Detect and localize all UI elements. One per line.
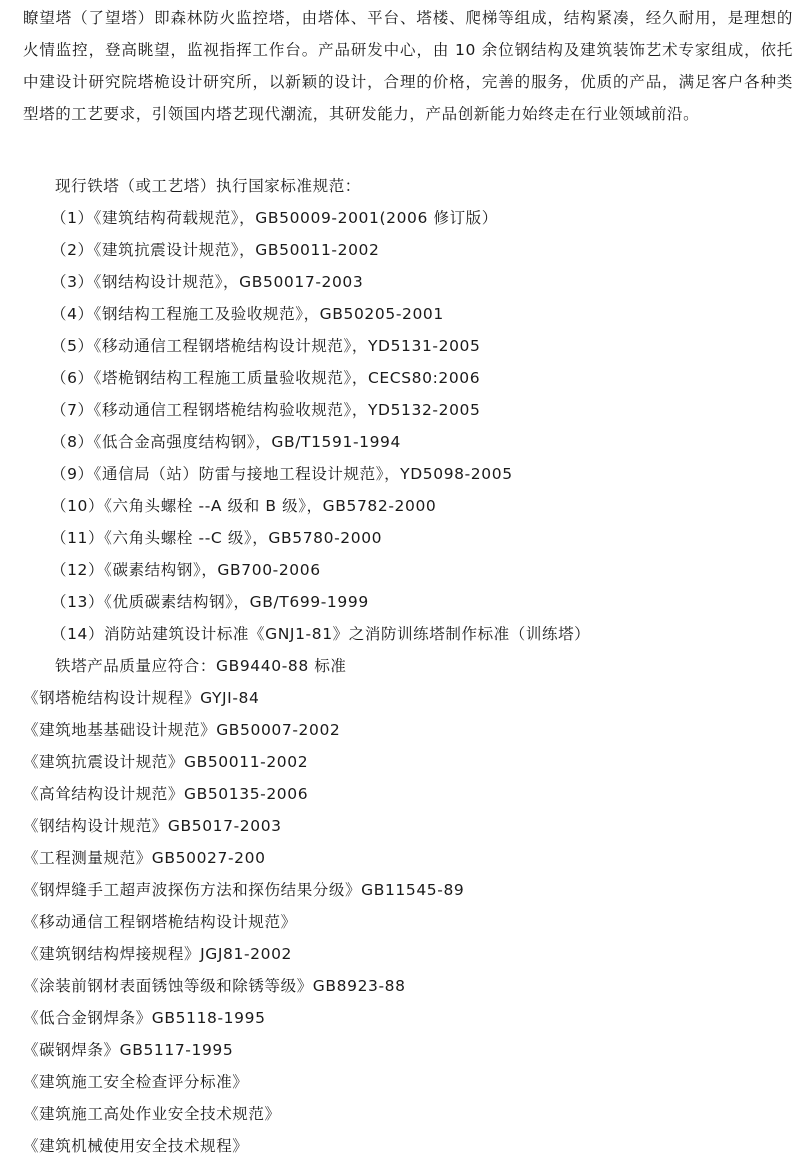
list-item: 《高耸结构设计规范》GB50135-2006 — [23, 785, 309, 803]
list-item: （1）《建筑结构荷载规范》，GB50009-2001(2006 修订版） — [51, 209, 498, 227]
list-item: 《建筑机械使用安全技术规程》 — [23, 1137, 249, 1155]
list-item: 《建筑抗震设计规范》GB50011-2002 — [23, 753, 309, 771]
list-item: 《钢焊缝手工超声波探伤方法和探伤结果分级》GB11545-89 — [23, 881, 465, 899]
list-item: （8）《低合金高强度结构钢》，GB/T1591-1994 — [51, 433, 401, 451]
list-item: （3）《钢结构设计规范》，GB50017-2003 — [51, 273, 364, 291]
list-item: （5）《移动通信工程钢塔桅结构设计规范》，YD5131-2005 — [51, 337, 481, 355]
list-item: （6）《塔桅钢结构工程施工质量验收规范》，CECS80:2006 — [51, 369, 481, 387]
list-item: （11）《六角头螺栓 --C 级》，GB5780-2000 — [51, 529, 383, 547]
list-item: 《涂装前钢材表面锈蚀等级和除锈等级》GB8923-88 — [23, 977, 406, 995]
list-item: 《钢塔桅结构设计规程》GYJI-84 — [23, 689, 260, 707]
list-item: （2）《建筑抗震设计规范》，GB50011-2002 — [51, 241, 380, 259]
list-item: 《低合金钢焊条》GB5118-1995 — [23, 1009, 266, 1027]
list-item: （14）消防站建筑设计标准《GNJ1-81》之消防训练塔制作标准（训练塔） — [51, 625, 591, 643]
list-item: 《建筑施工安全检查评分标准》 — [23, 1073, 249, 1091]
list-item: 《工程测量规范》GB50027-200 — [23, 849, 266, 867]
list-item: （4）《钢结构工程施工及验收规范》，GB50205-2001 — [51, 305, 444, 323]
list-item: 《建筑地基基础设计规范》GB50007-2002 — [23, 721, 341, 739]
list-item: 《建筑钢结构焊接规程》JGJ81-2002 — [23, 945, 293, 963]
list-item: 《碳钢焊条》GB5117-1995 — [23, 1041, 234, 1059]
list-item: 《移动通信工程钢塔桅结构设计规范》 — [23, 913, 297, 931]
list-item: （13）《优质碳素结构钢》，GB/T699-1999 — [51, 593, 369, 611]
list-item: 《钢结构设计规范》GB5017-2003 — [23, 817, 282, 835]
quality-requirement: 铁塔产品质量应符合：GB9440-88 标准 — [55, 657, 347, 675]
standards-heading: 现行铁塔（或工艺塔）执行国家标准规范： — [55, 177, 361, 195]
intro-paragraph: 瞭望塔（了望塔）即森林防火监控塔，由塔体、平台、塔楼、爬梯等组成，结构紧凑，经久耐用，是理想的火情监控，登高眺望，监视指挥工作台。产品研发中心，由 10 余位钢结构及建筑装饰艺术专家组成，依托中建设计研究院塔桅设计研究所，以新颖的设计，合理的价格，完善的服务，优质的产品，满足客户各种类型塔的工艺要求，引领国内塔艺现代潮流，其研发能力，产品创新能力始终走在行业领域前沿。 — [23, 9, 793, 123]
list-item: 《建筑施工高处作业安全技术规范》 — [23, 1105, 281, 1123]
list-item: （10）《六角头螺栓 --A 级和 B 级》，GB5782-2000 — [51, 497, 437, 515]
list-item: （9）《通信局（站）防雷与接地工程设计规范》，YD5098-2005 — [51, 465, 513, 483]
list-item: （12）《碳素结构钢》，GB700-2006 — [51, 561, 321, 579]
list-item: （7）《移动通信工程钢塔桅结构验收规范》，YD5132-2005 — [51, 401, 481, 419]
